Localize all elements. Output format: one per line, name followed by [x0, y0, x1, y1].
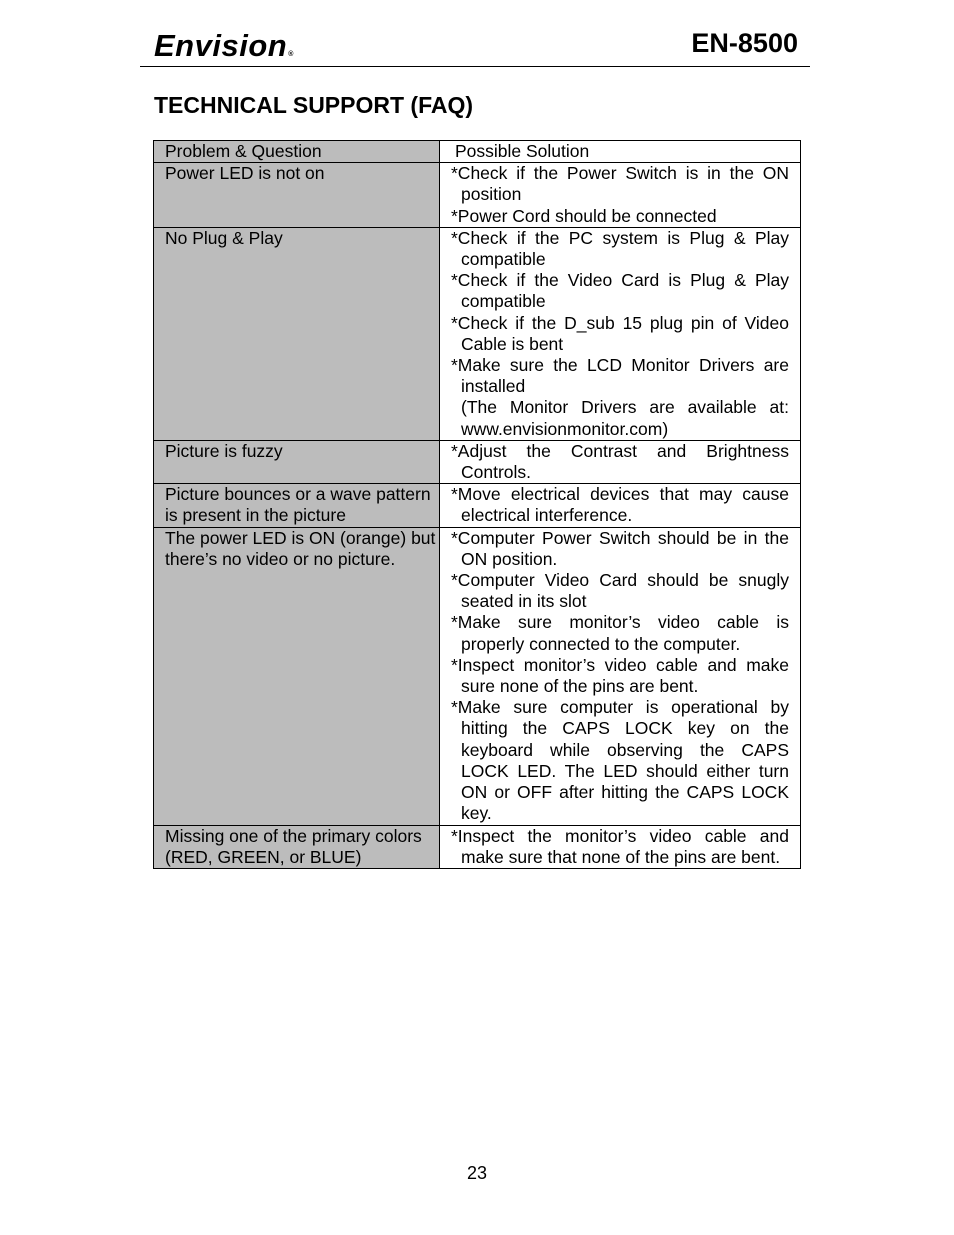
faq-table	[153, 140, 801, 869]
problem-cell	[154, 825, 440, 868]
solution-cell	[440, 227, 801, 440]
problem-cell	[154, 440, 440, 483]
table-row	[154, 227, 801, 440]
solution-item: *Inspect the monitor’s video cable and make sure that none of the pins are bent.	[451, 825, 789, 867]
solution-item: *Check if the PC system is Plug & Play compatible	[451, 227, 789, 270]
model-number: EN-8500	[691, 28, 798, 58]
problem-cell	[154, 163, 440, 228]
solution-cell	[440, 484, 801, 527]
page-header	[140, 26, 810, 67]
solution-cell	[440, 440, 801, 483]
solution-item: *Adjust the Contrast and Brightness Controls.	[451, 440, 789, 483]
header-problem-cell	[154, 141, 440, 163]
solution-item: *Make sure monitor’s video cable is properly connected to the computer.	[451, 612, 789, 654]
registered-mark: ®	[288, 51, 294, 58]
table-row	[154, 163, 801, 228]
solution-item: *Inspect monitor’s video cable and make sure none of the pins are bent.	[451, 654, 789, 697]
table-row	[154, 440, 801, 483]
solution-item: *Move electrical devices that may cause electrical interference.	[451, 484, 789, 526]
problem-text: Power LED is not on	[165, 163, 325, 184]
problem-cell	[154, 527, 440, 825]
table-row	[154, 484, 801, 527]
envision-logo: Envision®	[154, 28, 294, 63]
solution-item: *Check if the Video Card is Plug & Play compatible	[451, 270, 789, 312]
problem-text: Picture is fuzzy	[165, 440, 283, 461]
solution-item: *Check if the D_sub 15 plug pin of Video Cable is bent	[451, 312, 789, 354]
table-row	[154, 825, 801, 868]
solution-item: *Make sure computer is operational by hitting the CAPS LOCK key on the keyboard while observing the CAPS LOCK LED. The LED should either turn ON or OFF after hitting the CAPS LOCK key.	[451, 697, 789, 824]
problem-cell	[154, 227, 440, 440]
drivers-note: (The Monitor Drivers are available at: www.envisionmonitor.com)	[461, 397, 789, 439]
header-solution-cell	[440, 141, 801, 163]
solution-item: *Computer Power Switch should be in the ON position.	[451, 527, 789, 569]
table-header-row	[154, 141, 801, 163]
header-problem: Problem & Question	[165, 141, 322, 161]
solution-cell	[440, 825, 801, 868]
page-number: 23	[466, 1163, 488, 1183]
problem-text: The power LED is ON (orange) but there’s no video or no picture.	[165, 527, 436, 569]
problem-cell	[154, 484, 440, 527]
solution-item: *Check if the Power Switch is in the ON position	[451, 163, 789, 205]
header-solution: Possible Solution	[455, 141, 590, 161]
solution-cell	[440, 163, 801, 228]
problem-text: No Plug & Play	[165, 227, 283, 248]
problem-text: Picture bounces or a wave pattern is present in the picture	[165, 484, 431, 526]
solution-item: *Computer Video Card should be snugly seated in its slot	[451, 570, 789, 612]
table-row	[154, 527, 801, 825]
problem-text: Missing one of the primary colors (RED, GREEN, or BLUE)	[165, 825, 422, 867]
page-title: TECHNICAL SUPPORT (FAQ)	[154, 92, 474, 118]
solution-cell	[440, 527, 801, 825]
solution-item: *Make sure the LCD Monitor Drivers are installed	[451, 355, 789, 397]
solution-item: *Power Cord should be connected	[451, 205, 717, 226]
